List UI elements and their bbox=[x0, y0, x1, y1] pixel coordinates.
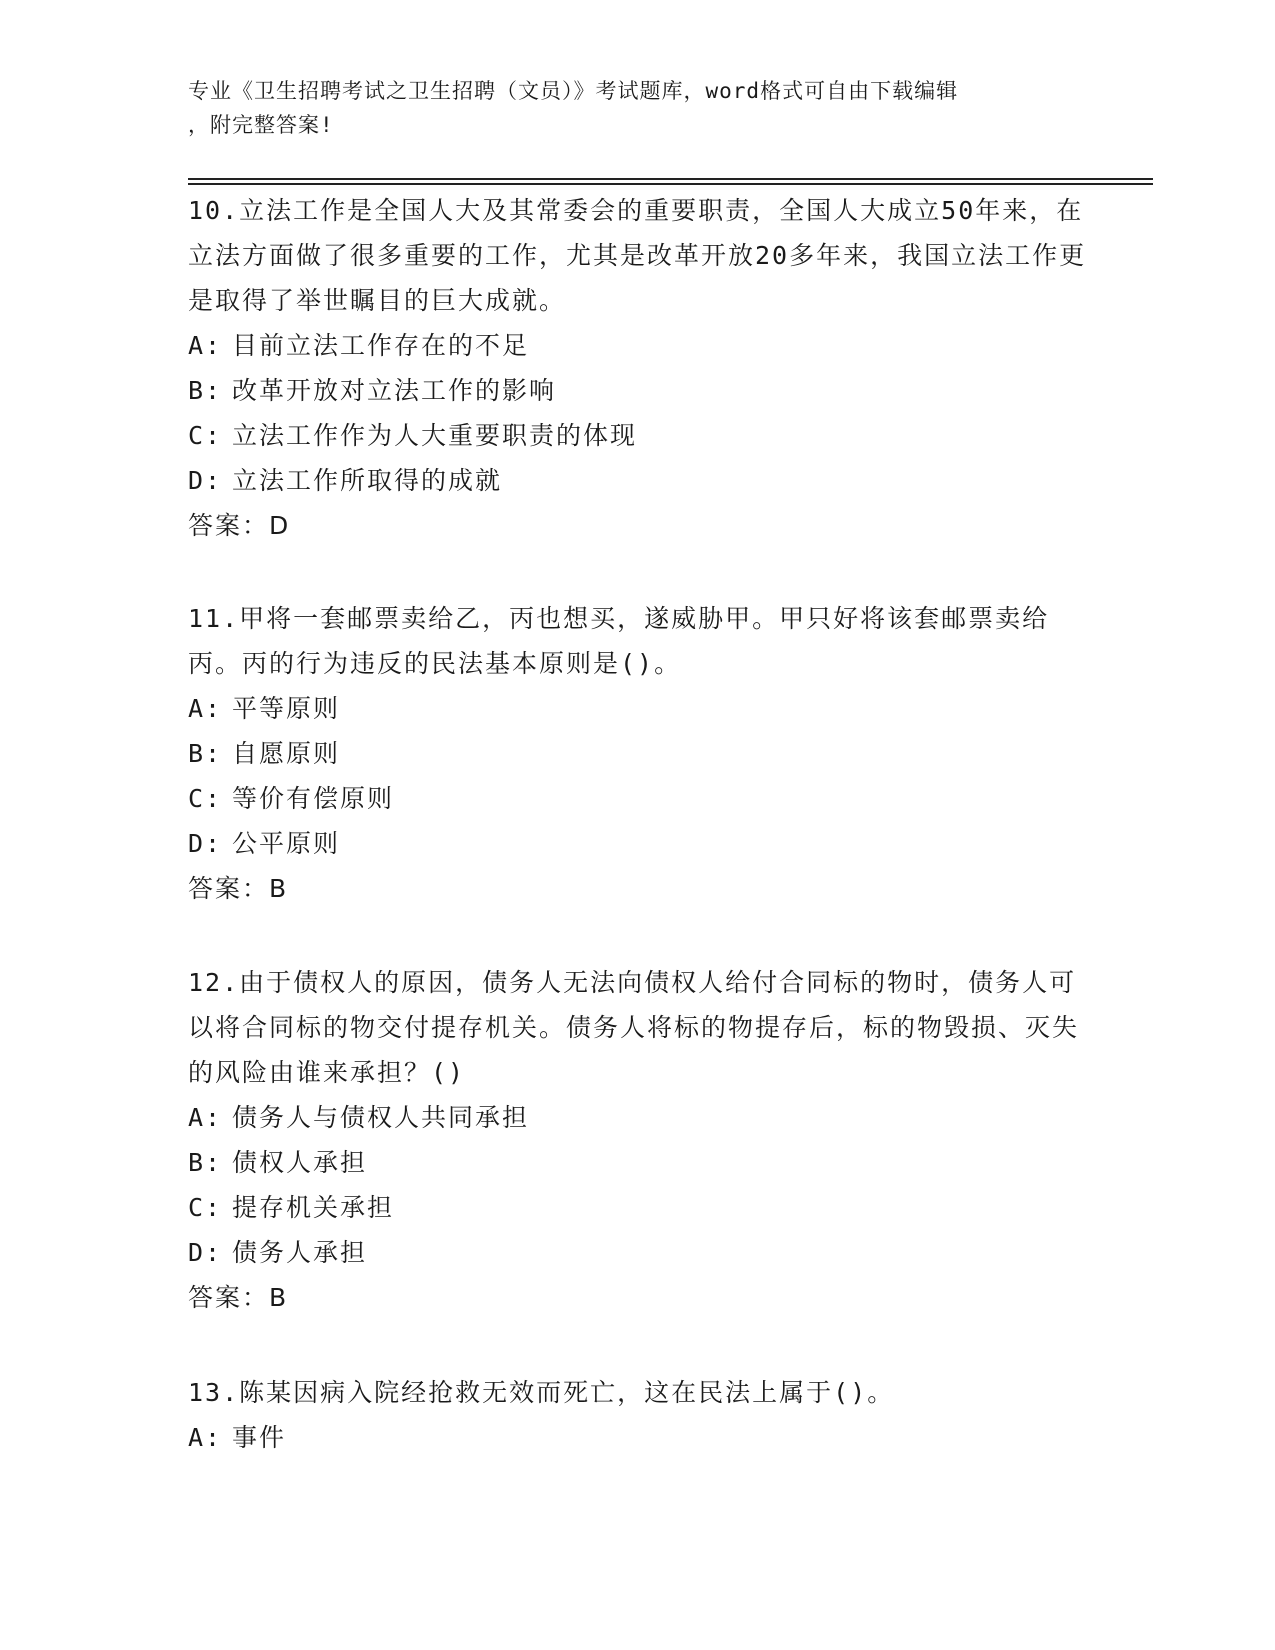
option-text: 立法工作作为人大重要职责的体现 bbox=[232, 421, 638, 450]
option-text: 债务人承担 bbox=[232, 1238, 368, 1267]
option-letter: A: bbox=[188, 331, 223, 360]
header-line-2: ，附完整答案! bbox=[188, 113, 334, 137]
option-text: 平等原则 bbox=[232, 694, 341, 723]
question-text: 12.由于债权人的原因，债务人无法向债权人给付合同标的物时，债务人可以将合同标的物交付提存机关。债务人将标的物提存后，标的物毁损、灭失的风险由谁来承担？() bbox=[188, 968, 1080, 1087]
header-divider-bottom bbox=[188, 183, 1153, 185]
option-letter: B: bbox=[188, 1148, 223, 1177]
header-divider-top bbox=[188, 178, 1153, 180]
option-text: 等价有偿原则 bbox=[232, 784, 395, 813]
option-letter: B: bbox=[188, 739, 223, 768]
option-text: 改革开放对立法工作的影响 bbox=[232, 376, 557, 405]
option-text: 立法工作所取得的成就 bbox=[232, 466, 503, 495]
option-letter: C: bbox=[188, 1193, 223, 1222]
answer-line: 答案：B bbox=[188, 874, 289, 903]
question-13 bbox=[188, 1370, 1088, 1460]
question-10 bbox=[188, 188, 1088, 548]
option-text: 提存机关承担 bbox=[232, 1193, 395, 1222]
option-d bbox=[188, 458, 1088, 503]
option-a bbox=[188, 1415, 1088, 1460]
option-d bbox=[188, 821, 1088, 866]
option-c bbox=[188, 1185, 1088, 1230]
option-letter: B: bbox=[188, 376, 223, 405]
option-d bbox=[188, 1230, 1088, 1275]
option-letter: A: bbox=[188, 1103, 223, 1132]
option-c bbox=[188, 776, 1088, 821]
option-text: 事件 bbox=[232, 1423, 287, 1452]
option-text: 债务人与债权人共同承担 bbox=[232, 1103, 530, 1132]
question-text: 10.立法工作是全国人大及其常委会的重要职责，全国人大成立50年来，在立法方面做了很多重要的工作，尤其是改革开放20多年来，我国立法工作更是取得了举世瞩目的巨大成就。 bbox=[188, 196, 1087, 315]
option-a bbox=[188, 1095, 1088, 1140]
option-text: 自愿原则 bbox=[232, 739, 341, 768]
question-11 bbox=[188, 596, 1088, 911]
option-letter: D: bbox=[188, 466, 223, 495]
option-text: 目前立法工作存在的不足 bbox=[232, 331, 530, 360]
option-a bbox=[188, 323, 1088, 368]
option-text: 公平原则 bbox=[232, 829, 341, 858]
option-letter: C: bbox=[188, 421, 223, 450]
question-text: 11.甲将一套邮票卖给乙，丙也想买，遂威胁甲。甲只好将该套邮票卖给丙。丙的行为违反的民法基本原则是()。 bbox=[188, 604, 1050, 678]
option-letter: D: bbox=[188, 829, 223, 858]
question-text: 13.陈某因病入院经抢救无效而死亡，这在民法上属于()。 bbox=[188, 1378, 895, 1407]
answer-line: 答案：B bbox=[188, 1283, 289, 1312]
option-letter: D: bbox=[188, 1238, 223, 1267]
option-text: 债权人承担 bbox=[232, 1148, 368, 1177]
question-12 bbox=[188, 960, 1088, 1320]
option-b bbox=[188, 1140, 1088, 1185]
option-b bbox=[188, 731, 1088, 776]
option-letter: C: bbox=[188, 784, 223, 813]
option-a bbox=[188, 686, 1088, 731]
option-letter: A: bbox=[188, 694, 223, 723]
option-letter: A: bbox=[188, 1423, 223, 1452]
answer-line: 答案：D bbox=[188, 511, 291, 540]
header-line-1: 专业《卫生招聘考试之卫生招聘（文员）》考试题库，word格式可自由下载编辑 bbox=[188, 79, 959, 103]
option-c bbox=[188, 413, 1088, 458]
document-header bbox=[188, 74, 1088, 142]
option-b bbox=[188, 368, 1088, 413]
